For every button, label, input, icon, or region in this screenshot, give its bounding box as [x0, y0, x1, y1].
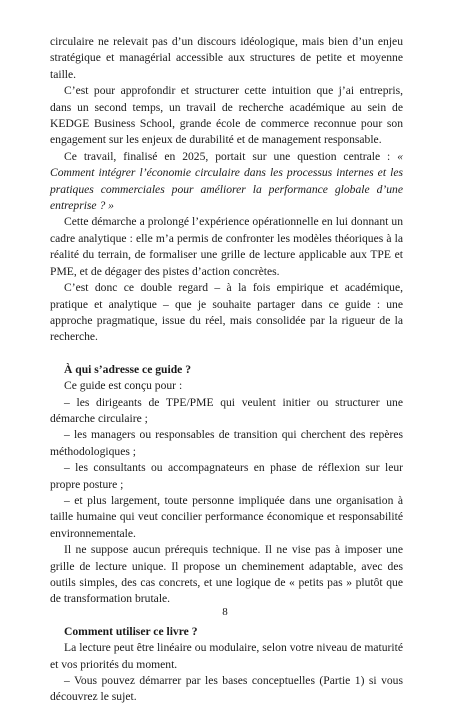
- section-heading: À qui s’adresse ce guide ?: [64, 362, 191, 376]
- paragraph: circulaire ne relevait pas d’un discours idéologique, mais bien d’un enjeu stratégique et managérial accessible aux structures de petite et moyenne taille.: [50, 35, 403, 81]
- paragraph: Ce guide est conçu pour :: [64, 379, 183, 393]
- paragraph: C’est donc ce double regard – à la fois empirique et académique, pratique et analytique – que je souhaite partager dans ce guide : une approche pragmatique, issue du réel, mais consolidée par la rigueur de la recherche.: [50, 281, 403, 344]
- research-question-quote: « Comment intégrer l’économie circulaire dans les processus internes et les pratiques commerciales pour améliorer la performance globale d’une entreprise ? »: [50, 149, 403, 213]
- paragraph: C’est pour approfondir et structurer cette intuition que j’ai entrepris, dans un second temps, un travail de recherche académique au sein de KEDGE Business School, grande école de commerce reconnue pour son engagement sur les enjeux de durabilité et de management responsable.: [50, 84, 403, 147]
- paragraph: – Vous pouvez démarrer par les bases conceptuelles (Partie 1) si vous découvrez le sujet.: [50, 674, 403, 704]
- paragraph: Il ne suppose aucun prérequis technique. Il ne vise pas à imposer une grille de lecture unique. Il propose un cheminement adaptable, avec des outils simples, des cas concrets, et une logique de « petits pas » plutôt que de transformation brutale.: [50, 543, 403, 606]
- list-item: – et plus largement, toute personne impliquée dans une organisation à taille humaine qui veut concilier performance économique et responsabilité environnementale.: [50, 493, 403, 540]
- list-item: – les dirigeants de TPE/PME qui veulent initier ou structurer une démarche circulaire ;: [50, 395, 403, 425]
- list-item: – les consultants ou accompagnateurs en phase de réflexion sur leur propre posture ;: [50, 461, 403, 491]
- paragraph-text: Ce travail, finalisé en 2025, portait sur une question centrale :: [64, 149, 398, 163]
- page-number: 8: [222, 606, 228, 618]
- paragraph: La lecture peut être linéaire ou modulaire, selon votre niveau de maturité et vos priorités du moment.: [50, 641, 403, 671]
- paragraph: [50, 149, 403, 215]
- section-heading: Comment utiliser ce livre ?: [64, 624, 198, 638]
- paragraph: Cette démarche a prolongé l’expérience opérationnelle en lui donnant un cadre analytique : elle m’a permis de confronter les modèles théoriques à la réalité du terrain, de formaliser une grille de lecture applicable aux TPE et PME, et de dégager des pistes d’action concrètes.: [50, 215, 403, 278]
- list-item: – les managers ou responsables de transition qui cherchent des repères méthodologiques ;: [50, 428, 403, 458]
